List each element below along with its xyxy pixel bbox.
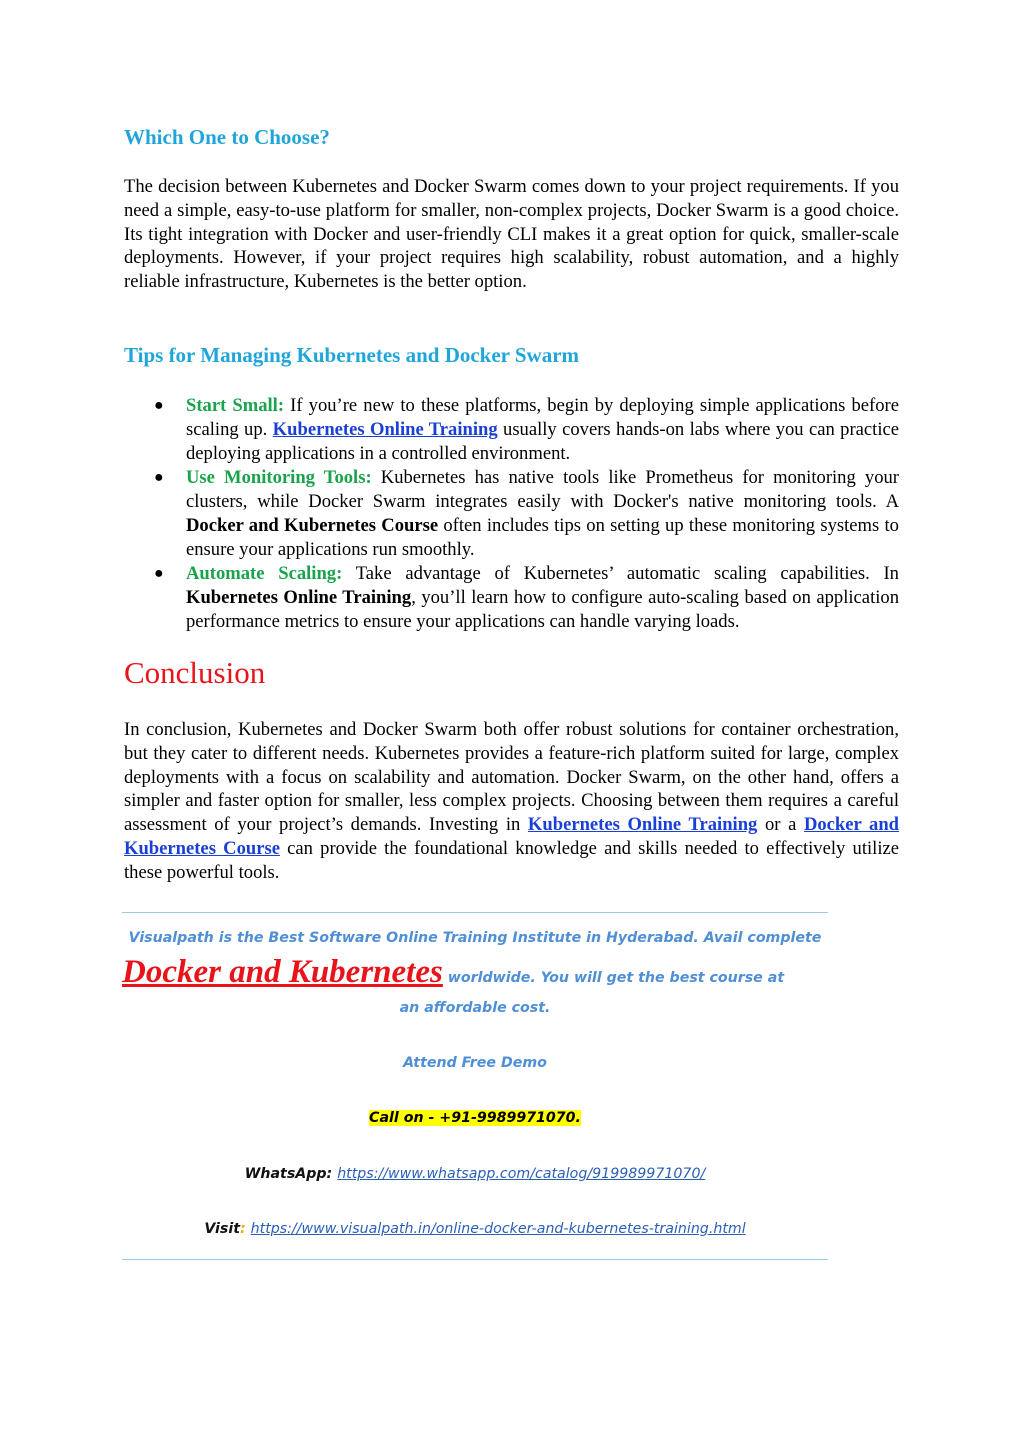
divider-top (122, 912, 828, 913)
tip-text: Take advantage of Kubernetes’ automatic scaling capabilities. In (342, 563, 899, 584)
tip-text: usually covers hands-on labs where you can practice deploying applications in a controlled environment. (186, 419, 899, 464)
tips-list (124, 394, 899, 634)
conclusion-text: In conclusion, Kubernetes and Docker Swarm both offer robust solutions for container orchestration, but they cater to different needs. Kubernetes provides a feature-rich platform suited for large, complex deployments with a focus on scalability and automation. Docker Swarm, on the other hand, offers a simpler and faster option for smaller, less complex projects. Choosing between them requires a careful assessment of your project’s demands. Investing in (124, 719, 899, 836)
tip-bold-text: Docker and Kubernetes Course (186, 515, 439, 536)
whatsapp-link[interactable]: https://www.whatsapp.com/catalog/919989971070/ (337, 1166, 706, 1182)
tip-text: , you’ll learn how to configure auto-scaling based on application performance metrics to ensure your applications can handle varying loads. (186, 587, 899, 632)
kubernetes-training-link[interactable]: Kubernetes Online Training (272, 419, 498, 440)
divider-bottom (122, 1259, 828, 1260)
visit-line (122, 1221, 828, 1237)
visualpath-website-link[interactable]: https://www.visualpath.in/online-docker-and-kubernetes-training.html (250, 1221, 746, 1237)
docker-kubernetes-link[interactable]: Docker and Kubernetes (122, 954, 443, 990)
free-demo-text: Attend Free Demo (403, 1055, 547, 1071)
cta-text: worldwide. You will get the best course at (442, 970, 785, 986)
visit-colon: : (240, 1221, 251, 1237)
tip-item-monitoring (124, 466, 899, 562)
section-heading-which-one: Which One to Choose? (124, 125, 330, 149)
docker-kubernetes-course-link[interactable]: Docker and Kubernetes Course (124, 814, 900, 859)
call-line (122, 1110, 828, 1126)
tip-text: If you’re new to these platforms, begin by deploying simple applications before scaling up. (186, 395, 899, 440)
whatsapp-label: WhatsApp: (244, 1166, 338, 1182)
tip-item-start-small (124, 394, 899, 466)
tip-text: Kubernetes has native tools like Prometheus for monitoring your clusters, while Docker Swarm integrates easily with Docker's native monitoring tools. A (186, 467, 899, 512)
kubernetes-training-link[interactable]: Kubernetes Online Training (527, 814, 758, 836)
conclusion-paragraph (124, 718, 899, 885)
section-heading-tips: Tips for Managing Kubernetes and Docker Swarm (124, 343, 580, 367)
tip-title: Start Small: (186, 395, 285, 416)
tip-bold-text: Kubernetes Online Training (186, 587, 412, 608)
choose-paragraph: The decision between Kubernetes and Docker Swarm comes down to your project requirements. If you need a simple, easy-to-use platform for smaller, non-complex projects, Docker Swarm is a good choice. Its tight integration with Docker and user-friendly CLI makes it a great option for quick, smaller-scale deployments. However, if your project requires high scalability, robust automation, and a highly reliable infrastructure, Kubernetes is the better option. (124, 176, 899, 293)
bullet-icon: ● (154, 565, 164, 582)
cta-line-2 (122, 954, 842, 991)
cta-line-1: Visualpath is the Best Software Online Training Institute in Hyderabad. Avail complete (128, 930, 822, 946)
conclusion-text: can provide the foundational knowledge and skills needed to effectively utilize these powerful tools. (124, 837, 899, 883)
conclusion-text: or a (757, 814, 804, 836)
visit-label: Visit (204, 1221, 241, 1237)
tip-item-automate (124, 562, 899, 634)
bullet-icon: ● (154, 397, 164, 414)
tip-title: Automate Scaling: (186, 563, 343, 584)
whatsapp-line (122, 1166, 828, 1182)
cta-line-3: an affordable cost. (399, 1000, 551, 1016)
phone-number-highlight: Call on - +91-9989971070. (369, 1110, 581, 1126)
tip-text: often includes tips on setting up these monitoring systems to ensure your applications run smoothly. (186, 515, 899, 560)
tip-title: Use Monitoring Tools: (186, 467, 372, 488)
bullet-icon: ● (154, 469, 164, 486)
conclusion-heading: Conclusion (124, 655, 266, 690)
